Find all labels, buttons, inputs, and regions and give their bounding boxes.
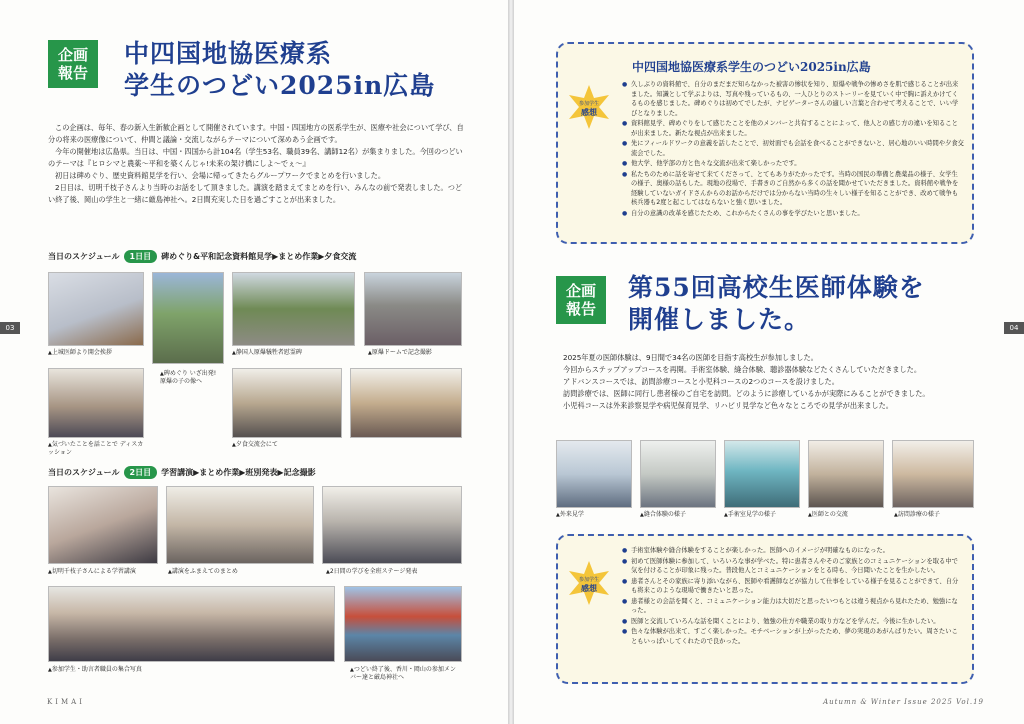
photo-discussion	[48, 368, 144, 438]
list-item: ● 医師と交流していろんな話を聞くことにより、勉強の仕方や職業の取り方などを学んだ。今後に生かしたい。	[622, 617, 964, 627]
caption: ▲ 2日間の学びを全班ステージ発表	[326, 568, 462, 576]
list-item: ● 手術室体験や縫合体験をすることが楽しかった。医師へのイメージが明確なものになった。	[622, 546, 964, 556]
footer-brand: KIMAI	[47, 698, 85, 706]
article-body: この企画は、毎年、春の新入生新歓企画として開催されています。中国・四国地方の医系学生が、医療や社会について学び、自分の将来の医療像について、仲間と議論・交流しながらテーマについて深めあう企画です。 今年の開催地は広島県。当日は、中国・四国から計104名（学生53名、職員39名、講師12名）が集まりました。今回のつどいのテーマは『ヒロシマと農薬〜平和を築くんじゃ!未来の架け橋にしよ〜でぇ〜』 初日は碑めぐり、歴史資料館見学を行い、会場に帰ってきたらグループワークでまとめを行いました。 2日目は、切明千枝子さんより当時のお話をして頂きました。講演を踏まえてまとめを行い、みんなの前で発表しました。つどい終了後、岡山の学生と一緒に厳島神社へ。2日間充実した日を過ごすことが出来ました。	[48, 123, 464, 204]
schedule-day1: 当日のスケジュール 1日目 碑めぐり&平和記念資料館見学▶まとめ作業▶夕食交流	[48, 252, 357, 261]
photo-lecture	[48, 486, 158, 564]
photo-home-visit	[892, 440, 974, 508]
photo-dinner-2	[350, 368, 462, 438]
caption: ▲ 訪問診療の様子	[894, 511, 976, 519]
photo-group-photo	[48, 586, 335, 662]
page-number: 04	[1004, 322, 1024, 334]
photo-suturing	[640, 440, 716, 508]
left-page	[0, 0, 508, 724]
report-badge: 企画 報告	[48, 40, 98, 88]
list-item: ● 患者さんとその家族に寄り添いながら、医師や看護師などが協力して仕事をしている様子を見ることができて、自分も将来このような現場で働きたいと思った。	[622, 577, 964, 596]
list-item: ● 先にフィールドワークの意義を話したことで、初対面でも会話を食べることができないと、居心地のいい時間や夕食交流会でした。	[622, 139, 964, 158]
photo-summary-work	[166, 486, 314, 564]
list-item: ● 私たちのために話を寄せて来てくださって、とてもありがたかったです。当時の国民の準備と農薬品の様子、女学生の様子、奥様の話もした。現地の役場で、手書きのご自然から多くの話を聞かせていただきました。資料館や戦争を経験していないガイドさんからのお話からだけでは分からない当時の生々しい様子を知ることができ、改めて戦争も核兵器も2度と起こしてはならないと強く思いました。	[622, 170, 964, 208]
list-item: ● 自分の意識の改革を感じたため、これからたくさんの事を学びたいと思いました。	[622, 209, 964, 219]
photo-dome-group	[364, 272, 462, 346]
page-number: 03	[0, 322, 20, 334]
svg-text:感想: 感想	[581, 108, 597, 117]
day2-pill: 2日目	[124, 466, 158, 479]
right-page	[514, 0, 1024, 724]
list-item: ● 初めて医師体験に参加して、いろいろな事が学べた。特に患者さんやそのご家族とのコミュニケーションを取る中で気を付けることが印象に残った。普段他人とコミュニケーションをとる時も、今日聞いたことを生かしたい。	[622, 557, 964, 576]
caption: ▲ 外来見学	[556, 511, 632, 519]
caption: ▲ 縫合体験の様子	[640, 511, 720, 519]
svg-text:感想: 感想	[581, 584, 597, 593]
photo-stage-presentation	[322, 486, 462, 564]
list-item: ● 色々な体験が出来て、すごく楽しかった。モチベーションが上がったため、夢の実現のあがんばりたい。周さたいこともいっぱいしてくれたので良かった。	[622, 627, 964, 646]
list-item: ● 久しぶりの資料館で、自分のまだまだ知らなかった被害の惨状を知り、原爆や戦争の惨めさを肌で感じることが出来ました。知識として学ぶよりは、写真や残っているもの、一人ひとりのストーリーを見ていく中で胸に訴えかけてくるものを感じました。碑めぐりは初めてでしたが、ナビゲーターさんの適しい言葉と合わせて考えることで、いい学びとなりました。	[622, 80, 964, 118]
caption: ▲ 講演をふまえてのまとめ	[168, 568, 308, 576]
photo-monument-walk	[152, 272, 224, 364]
photo-doctor-exchange	[808, 440, 884, 508]
svg-text:参加学生: 参加学生	[578, 101, 600, 107]
caption: ▲ 手術室見学の様子	[724, 511, 808, 519]
day1-pill: 1日目	[124, 250, 158, 263]
schedule-day2: 当日のスケジュール 2日目 学習講演▶まとめ作業▶班別発表▶記念撮影	[48, 468, 316, 477]
impressions-title: 中四国地協医療系学生のつどい2025in広島	[632, 60, 871, 74]
photo-outpatient	[556, 440, 632, 508]
impressions-star-badge	[566, 560, 612, 606]
photo-opening-speech	[48, 272, 144, 346]
caption: ▲ 上城医師より開会挨拶	[48, 349, 148, 357]
footer-issue: Autumn & Winter Issue 2025 Vol.19	[823, 698, 984, 706]
report-badge: 企画 報告	[556, 276, 606, 324]
article-body: 2025年夏の医師体験は、9日間で34名の医師を目指す高校生が参加しました。 今回からステップアップコースを再開。手術室体験、縫合体験、聴診器体験などたくさんしていただきました。 アドバンスコースでは、訪問診療コースと小児科コースの2つのコースを設けました。 訪問診療では、医師に同行し患者様のご自宅を訪問。どのように診療しているかが実際にみることができました。 小児科コースは外来診察見学や病児保育見学、リハビリ見学など色々なところでの見学が出来ました。	[563, 353, 930, 410]
photo-memorial	[232, 272, 355, 346]
list-item: ● 資料館見学、碑めぐりをして感じたことを他のメンバーと共有することによって、他人との感じ方の違いを知ることが出来ました。新たな視点が出来ました。	[622, 119, 964, 138]
photo-operating-room	[724, 440, 800, 508]
impressions-list-2	[622, 546, 964, 647]
list-item: ● 他大学、他学部の方と色々な交流が出来て楽しかったです。	[622, 159, 964, 169]
caption: ▲ 静国人原爆犠牲者慰霊碑	[232, 349, 352, 357]
impressions-list-1	[622, 80, 964, 219]
svg-text:参加学生: 参加学生	[578, 577, 600, 583]
caption: ▲ 夕食交流会にて	[232, 441, 342, 449]
photo-dinner-1	[232, 368, 342, 438]
caption: ▲ 気づいたことを話ことで ディスカッション	[48, 441, 148, 457]
caption: ▲ 医師との交流	[808, 511, 884, 519]
caption: ▲ つどい終了後、香川・岡山の参加メンバー達と厳島神社へ	[350, 666, 460, 682]
article-title: 第55回高校生医師体験を 開催しました。	[628, 273, 925, 334]
list-item: ● 患者様との会話を聞くと、コミュニケーション能力は大切だと思ったいつもとは違う視点から見れたため、勉強になった。	[622, 597, 964, 616]
article-title: 中四国地協医療系 学生のつどい2025in広島	[124, 39, 436, 100]
caption: ▲ 碑めぐり いざ出発! 原爆の子の像へ	[160, 370, 222, 386]
caption: ▲ 切明千枝子さんによる学習講演	[48, 568, 160, 576]
caption: ▲ 原爆ドームで記念撮影	[368, 349, 468, 357]
caption: ▲ 参加学生・助言者職員の集合写真	[48, 666, 248, 674]
impressions-star-badge	[566, 84, 612, 130]
photo-itsukushima	[344, 586, 462, 662]
